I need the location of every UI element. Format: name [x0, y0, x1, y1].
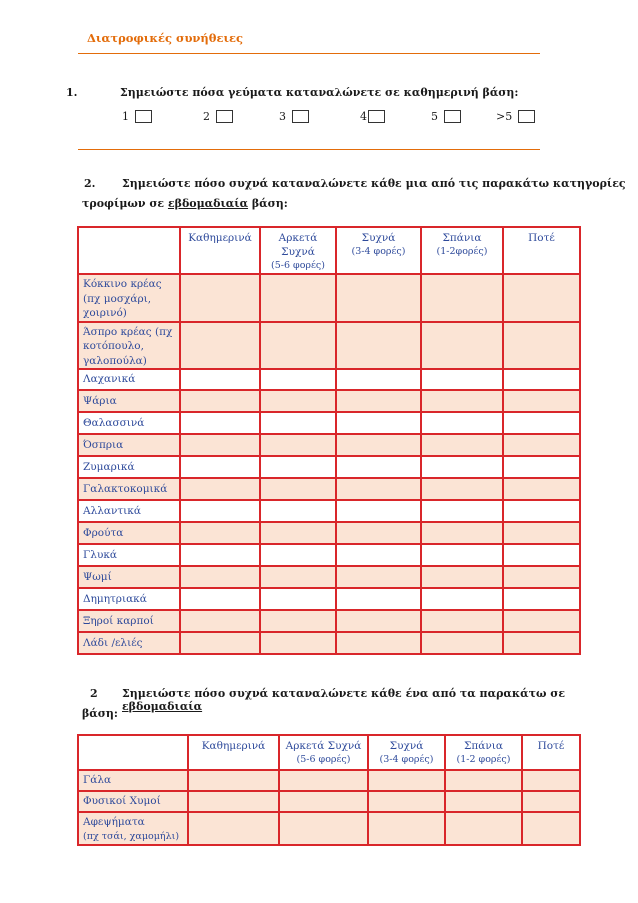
- frequency-cell[interactable]: [421, 434, 503, 456]
- frequency-cell[interactable]: [180, 544, 260, 566]
- frequency-cell[interactable]: [503, 544, 580, 566]
- question-1-number: 1.: [66, 86, 78, 99]
- frequency-cell[interactable]: [180, 369, 260, 390]
- meal-option-1[interactable]: [122, 110, 152, 123]
- meal-option-label: 4: [360, 110, 367, 123]
- frequency-cell[interactable]: [260, 390, 336, 412]
- frequency-cell[interactable]: [180, 390, 260, 412]
- row-label-cold-cuts: Αλλαντικά: [78, 500, 180, 522]
- row-label-natural-juices: Φυσικοί Χυμοί: [78, 791, 188, 812]
- frequency-cell[interactable]: [503, 434, 580, 456]
- frequency-cell[interactable]: [180, 322, 260, 370]
- weekly-food-frequency-table: [77, 226, 581, 655]
- col-header-often: Συχνά (3-4 φορές): [368, 735, 445, 770]
- document-header-title: Διατροφικές συνήθειες: [87, 31, 243, 45]
- meal-option-checkbox[interactable]: [444, 110, 461, 123]
- row-label-bread: Ψωμί: [78, 566, 180, 588]
- question-2-number: 2.: [84, 177, 96, 190]
- frequency-cell[interactable]: [260, 610, 336, 632]
- frequency-cell[interactable]: [445, 791, 522, 812]
- header-divider: [78, 53, 540, 54]
- frequency-cell[interactable]: [336, 274, 421, 322]
- frequency-cell[interactable]: [336, 322, 421, 370]
- frequency-cell[interactable]: [260, 544, 336, 566]
- frequency-cell[interactable]: [188, 791, 279, 812]
- frequency-cell[interactable]: [503, 522, 580, 544]
- frequency-cell[interactable]: [421, 566, 503, 588]
- frequency-cell[interactable]: [260, 322, 336, 370]
- frequency-cell[interactable]: [421, 478, 503, 500]
- question-3-text-line2: βάση:: [82, 707, 118, 720]
- row-label-fish: Ψάρια: [78, 390, 180, 412]
- frequency-cell[interactable]: [260, 632, 336, 654]
- frequency-cell[interactable]: [421, 274, 503, 322]
- row-label-herbal-infusions: Αφεψήματα (πχ τσάι, χαμομήλι): [78, 812, 188, 845]
- meal-option-label: 5: [431, 110, 438, 123]
- frequency-cell[interactable]: [180, 412, 260, 434]
- row-label-dairy: Γαλακτοκομικά: [78, 478, 180, 500]
- frequency-cell[interactable]: [336, 478, 421, 500]
- row-label-vegetables: Λαχανικά: [78, 369, 180, 390]
- row-label-oil-olives: Λάδι /ελιές: [78, 632, 180, 654]
- frequency-cell[interactable]: [503, 566, 580, 588]
- row-label-seafood: Θαλασσινά: [78, 412, 180, 434]
- row-label-nuts: Ξηροί καρποί: [78, 610, 180, 632]
- frequency-cell[interactable]: [336, 390, 421, 412]
- col-header-rarely: Σπάνια (1-2 φορές): [445, 735, 522, 770]
- meal-option-checkbox[interactable]: [216, 110, 233, 123]
- meal-option-4[interactable]: [360, 110, 385, 123]
- frequency-cell[interactable]: [180, 588, 260, 610]
- frequency-cell[interactable]: [336, 566, 421, 588]
- col-header-daily: Καθημερινά: [180, 227, 260, 274]
- frequency-cell[interactable]: [503, 588, 580, 610]
- frequency-cell[interactable]: [445, 770, 522, 791]
- frequency-cell[interactable]: [260, 274, 336, 322]
- frequency-cell[interactable]: [503, 456, 580, 478]
- frequency-cell[interactable]: [421, 610, 503, 632]
- frequency-cell[interactable]: [336, 369, 421, 390]
- col-header-never: Ποτέ: [522, 735, 580, 770]
- frequency-cell[interactable]: [421, 369, 503, 390]
- row-label-sweets: Γλυκά: [78, 544, 180, 566]
- frequency-cell[interactable]: [503, 274, 580, 322]
- frequency-cell[interactable]: [421, 544, 503, 566]
- col-header-never: Ποτέ: [503, 227, 580, 274]
- weekly-underlined: εβδομαδιαία: [122, 700, 203, 713]
- frequency-cell[interactable]: [336, 610, 421, 632]
- col-header-often: Συχνά (3-4 φορές): [336, 227, 421, 274]
- row-label-white-meat: Άσπρο κρέας (πχ κοτόπουλο, γαλοπούλα): [78, 322, 180, 370]
- frequency-cell[interactable]: [421, 390, 503, 412]
- frequency-cell[interactable]: [180, 456, 260, 478]
- frequency-cell[interactable]: [336, 588, 421, 610]
- col-header-quite-often: Αρκετά Συχνά (5-6 φορές): [260, 227, 336, 274]
- meal-option-checkbox[interactable]: [135, 110, 152, 123]
- frequency-cell[interactable]: [336, 456, 421, 478]
- row-label-milk: Γάλα: [78, 770, 188, 791]
- question-2-text-line1: Σημειώστε πόσο συχνά καταναλώνετε κάθε μια από τις παρακάτω κατηγορίες: [122, 177, 626, 190]
- frequency-cell[interactable]: [260, 522, 336, 544]
- frequency-cell[interactable]: [368, 770, 445, 791]
- frequency-cell[interactable]: [421, 456, 503, 478]
- frequency-cell[interactable]: [180, 434, 260, 456]
- frequency-cell[interactable]: [421, 632, 503, 654]
- frequency-cell[interactable]: [260, 369, 336, 390]
- frequency-cell[interactable]: [503, 412, 580, 434]
- frequency-cell[interactable]: [503, 610, 580, 632]
- col-header-quite-often: Αρκετά Συχνά (5-6 φορές): [279, 735, 368, 770]
- frequency-cell[interactable]: [180, 566, 260, 588]
- frequency-cell[interactable]: [368, 812, 445, 845]
- frequency-cell[interactable]: [180, 500, 260, 522]
- frequency-cell[interactable]: [180, 522, 260, 544]
- frequency-cell[interactable]: [503, 390, 580, 412]
- table-corner-cell: [78, 227, 180, 274]
- frequency-cell[interactable]: [336, 522, 421, 544]
- meal-option-label: 2: [203, 110, 210, 123]
- meal-option-3[interactable]: [279, 110, 309, 123]
- frequency-cell[interactable]: [180, 632, 260, 654]
- meal-option-checkbox[interactable]: [518, 110, 535, 123]
- frequency-cell[interactable]: [522, 812, 580, 845]
- frequency-cell[interactable]: [279, 791, 368, 812]
- frequency-cell[interactable]: [522, 791, 580, 812]
- question-2-text-line2: τροφίμων σε εβδομαδιαία βάση:: [82, 197, 288, 210]
- meal-option-checkbox[interactable]: [292, 110, 309, 123]
- col-header-rarely: Σπάνια (1-2φορές): [421, 227, 503, 274]
- frequency-cell[interactable]: [260, 500, 336, 522]
- frequency-cell[interactable]: [368, 791, 445, 812]
- meal-option-label: >5: [496, 110, 513, 123]
- frequency-cell[interactable]: [503, 322, 580, 370]
- meal-option-2[interactable]: [203, 110, 233, 123]
- frequency-cell[interactable]: [180, 274, 260, 322]
- table-corner-cell: [78, 735, 188, 770]
- frequency-cell[interactable]: [188, 770, 279, 791]
- frequency-cell[interactable]: [421, 412, 503, 434]
- frequency-cell[interactable]: [188, 812, 279, 845]
- meal-option-more-than-5[interactable]: [496, 110, 535, 123]
- row-label-red-meat: Κόκκινο κρέας (πχ μοσχάρι, χοιρινό): [78, 274, 180, 322]
- row-label-fruit: Φρούτα: [78, 522, 180, 544]
- frequency-cell[interactable]: [522, 770, 580, 791]
- weekly-underlined: εβδομαδιαία: [167, 197, 249, 210]
- frequency-cell[interactable]: [421, 522, 503, 544]
- frequency-cell[interactable]: [503, 500, 580, 522]
- question-3-number: 2: [90, 687, 98, 700]
- meal-option-label: 3: [279, 110, 286, 123]
- frequency-cell[interactable]: [279, 812, 368, 845]
- row-label-cereals: Δημητριακά: [78, 588, 180, 610]
- frequency-cell[interactable]: [336, 412, 421, 434]
- frequency-cell[interactable]: [503, 632, 580, 654]
- frequency-cell[interactable]: [336, 544, 421, 566]
- meal-option-label: 1: [122, 110, 129, 123]
- frequency-cell[interactable]: [260, 588, 336, 610]
- frequency-cell[interactable]: [336, 632, 421, 654]
- frequency-cell[interactable]: [336, 434, 421, 456]
- frequency-cell[interactable]: [503, 478, 580, 500]
- weekly-drink-frequency-table: [77, 734, 581, 846]
- question-1-text: Σημειώστε πόσα γεύματα καταναλώνετε σε καθημερινή βάση:: [120, 86, 519, 99]
- frequency-cell[interactable]: [260, 478, 336, 500]
- frequency-cell[interactable]: [503, 369, 580, 390]
- col-header-daily: Καθημερινά: [188, 735, 279, 770]
- row-label-legumes: Όσπρια: [78, 434, 180, 456]
- row-label-pasta: Ζυμαρικά: [78, 456, 180, 478]
- frequency-cell[interactable]: [421, 500, 503, 522]
- frequency-cell[interactable]: [260, 434, 336, 456]
- meal-option-5[interactable]: [431, 110, 461, 123]
- frequency-cell[interactable]: [180, 610, 260, 632]
- question-3-text-line1: Σημειώστε πόσο συχνά καταναλώνετε κάθε ένα από τα παρακάτω σε εβδομαδιαία: [122, 687, 566, 713]
- meal-option-checkbox[interactable]: [368, 110, 385, 123]
- frequency-cell[interactable]: [279, 770, 368, 791]
- section-divider: [78, 149, 540, 150]
- frequency-cell[interactable]: [180, 478, 260, 500]
- frequency-cell[interactable]: [336, 500, 421, 522]
- frequency-cell[interactable]: [260, 412, 336, 434]
- frequency-cell[interactable]: [421, 588, 503, 610]
- frequency-cell[interactable]: [445, 812, 522, 845]
- frequency-cell[interactable]: [421, 322, 503, 370]
- frequency-cell[interactable]: [260, 456, 336, 478]
- frequency-cell[interactable]: [260, 566, 336, 588]
